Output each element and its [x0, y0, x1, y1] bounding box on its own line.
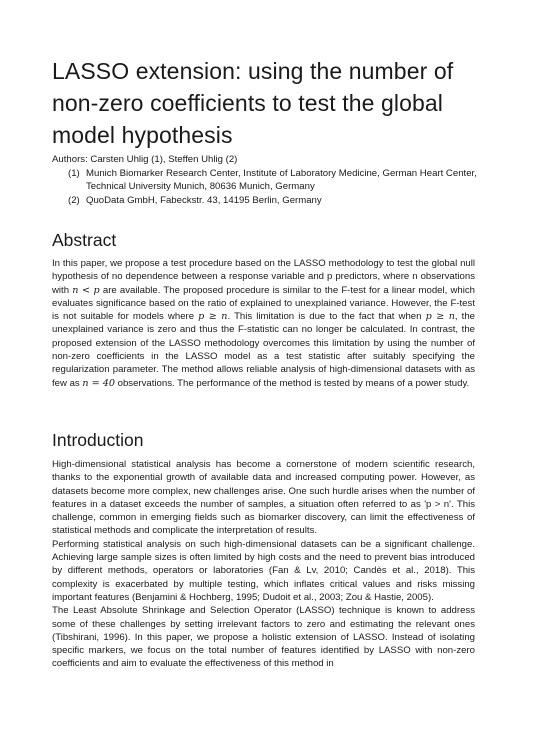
authors-line: Authors: Carsten Uhlig (1), Steffen Uhlig (2) — [52, 154, 238, 165]
affiliation-text: Munich Biomarker Research Center, Institute of Laboratory Medicine, German Heart Center, Technical University Munich, 80636 Munich, Germany — [86, 167, 477, 192]
affiliation-item — [52, 167, 492, 194]
math-p-geq-n: p ≥ n — [425, 311, 455, 323]
math-p-geq-n: p ≥ n — [198, 311, 228, 323]
intro-paragraph-1: High-dimensional statistical analysis has become a cornerstone of modern scientific research, thanks to the exponential growth of available data and increased computing power. However, as datasets become more complex, new challenges arise. One such hurdle arises when the number of features in a dataset exceeds the number of samples, a situation often referred to as 'p > n'. This challenge, common in emerging fields such as biomarker discovery, can limit the effectiveness of statistical methods and complicate the interpretation of results. — [52, 459, 475, 537]
abstract-text: , the unexplained variance is zero and thus the F-statistic can no longer be calculated. In contrast, the proposed extension of the LASSO methodology overcomes this limitation by using the number of non-zero coefficients in the LASSO model as a test statistic after suitably specifying the regularization parameter. The method allows reliable analysis of high-dimensional datasets with as few as — [52, 311, 476, 389]
introduction-body — [52, 458, 475, 671]
abstract-text: In this paper, we propose a test procedure based on the LASSO methodology to test the global null hypothesis of no dependence between a response variable and p predictors, where n observations with — [52, 258, 475, 296]
intro-paragraph-2: Performing statistical analysis on such high-dimensional datasets can be a significant challenge. Achieving large sample sizes is often limited by high costs and the need to prevent bias introduced by different methods, operators or laboratories (Fan & Lv, 2010; Candès et al., 2018). This complexity is exacerbated by multiple testing, which inflates critical values and risks missing important features (Benjamini & Hochberg, 1995; Dudoit et al., 2003; Zou & Hastie, 2005). — [52, 538, 475, 603]
abstract-text: observations. The performance of the method is tested by means of a power study. — [114, 377, 470, 389]
introduction-heading: Introduction — [52, 430, 144, 450]
intro-paragraph-3: The Least Absolute Shrinkage and Selection Operator (LASSO) technique is known to address some of these challenges by setting irrelevant factors to zero and estimating the relevant ones (Tibshirani, 1996). In this paper, we propose a holistic extension of LASSO. Instead of isolating specific markers, we focus on the total number of features identified by LASSO with non-zero coefficients and aim to evaluate the effectiveness of this method in — [52, 605, 475, 670]
math-n-equals-40: n = 40 — [82, 377, 115, 389]
abstract-text: . This limitation is due to the fact that when — [227, 311, 426, 323]
abstract-text: are available. The proposed procedure is similar to the F-test for a linear model, which evaluates significance based on the ratio of explained to unexplained variance. However, the F-test is not suitable for models where — [52, 284, 475, 323]
paper-title: LASSO extension: using the number of non-zero coefficients to test the global model hypothesis — [52, 58, 454, 148]
affiliation-item — [52, 194, 492, 208]
affiliation-text: QuoData GmbH, Fabeckstr. 43, 14195 Berlin, Germany — [86, 194, 322, 206]
abstract-heading: Abstract — [52, 230, 117, 250]
math-n-less-p: n < p — [72, 284, 100, 296]
affiliation-list — [52, 167, 492, 208]
affiliation-number: (1) — [68, 167, 80, 179]
abstract-paragraph — [52, 257, 475, 390]
affiliation-number: (2) — [68, 194, 80, 206]
author-block — [52, 153, 492, 207]
